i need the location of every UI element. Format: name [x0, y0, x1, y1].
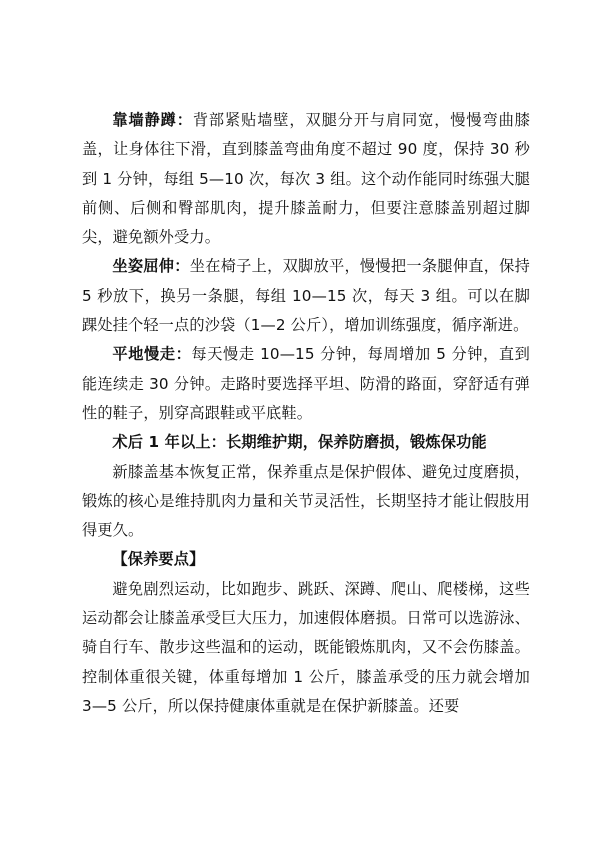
document-body — [82, 106, 530, 721]
exercise-label: 靠墙静蹲： — [112, 111, 193, 129]
exercise-label: 平地慢走： — [112, 345, 192, 364]
care-subheading: 【保养要点】 — [112, 550, 205, 569]
paragraph-wall-squat — [82, 106, 530, 252]
paragraph-flat-walking — [82, 340, 530, 428]
exercise-text: 坐在椅子上，双脚放平，慢慢把一条腿伸直，保持 5 秒放下，换另一条腿，每组 10—15 次，每天 3 组。可以在脚踝处挂个轻一点的沙袋（1—2 公斤），增加训练强度，循序渐进。 — [82, 257, 530, 335]
exercise-text: 每天慢走 10—15 分钟，每周增加 5 分钟，直到能连续走 30 分钟。走路时要选择平坦、防滑的路面，穿舒适有弹性的鞋子，别穿高跟鞋或平底鞋。 — [82, 345, 531, 422]
exercise-text: 背部紧贴墙壁，双腿分开与肩同宽，慢慢弯曲膝盖，让身体往下滑，直到膝盖弯曲角度不超过 90 度，保持 30 秒到 1 分钟，每组 5—10 次，每次 3 组。这个动作能同时练强大腿前侧、后侧和臀部肌肉，提升膝盖耐力，但要注意膝盖别超过脚尖，避免额外受力。 — [82, 111, 530, 247]
paragraph-seated-extension — [82, 252, 530, 340]
care-paragraph: 避免剧烈运动，比如跑步、跳跃、深蹲、爬山、爬楼梯，这些运动都会让膝盖承受巨大压力，加速假体磨损。日常可以选游泳、骑自行车、散步这些温和的运动，既能锻炼肌肉，又不会伤膝盖。控制体重很关键，体重每增加 1 公斤，膝盖承受的压力就会增加 3—5 公斤，所以保持健康体重就是在保护新膝盖。还要 — [82, 579, 530, 715]
section-heading: 术后 1 年以上：长期维护期，保养防磨损，锻炼保功能 — [112, 433, 487, 452]
exercise-label: 坐姿屈伸： — [112, 257, 190, 276]
section-intro: 新膝盖基本恢复正常，保养重点是保护假体、避免过度磨损，锻炼的核心是维持肌肉力量和关节灵活性，长期坚持才能让假肢用得更久。 — [82, 462, 530, 540]
